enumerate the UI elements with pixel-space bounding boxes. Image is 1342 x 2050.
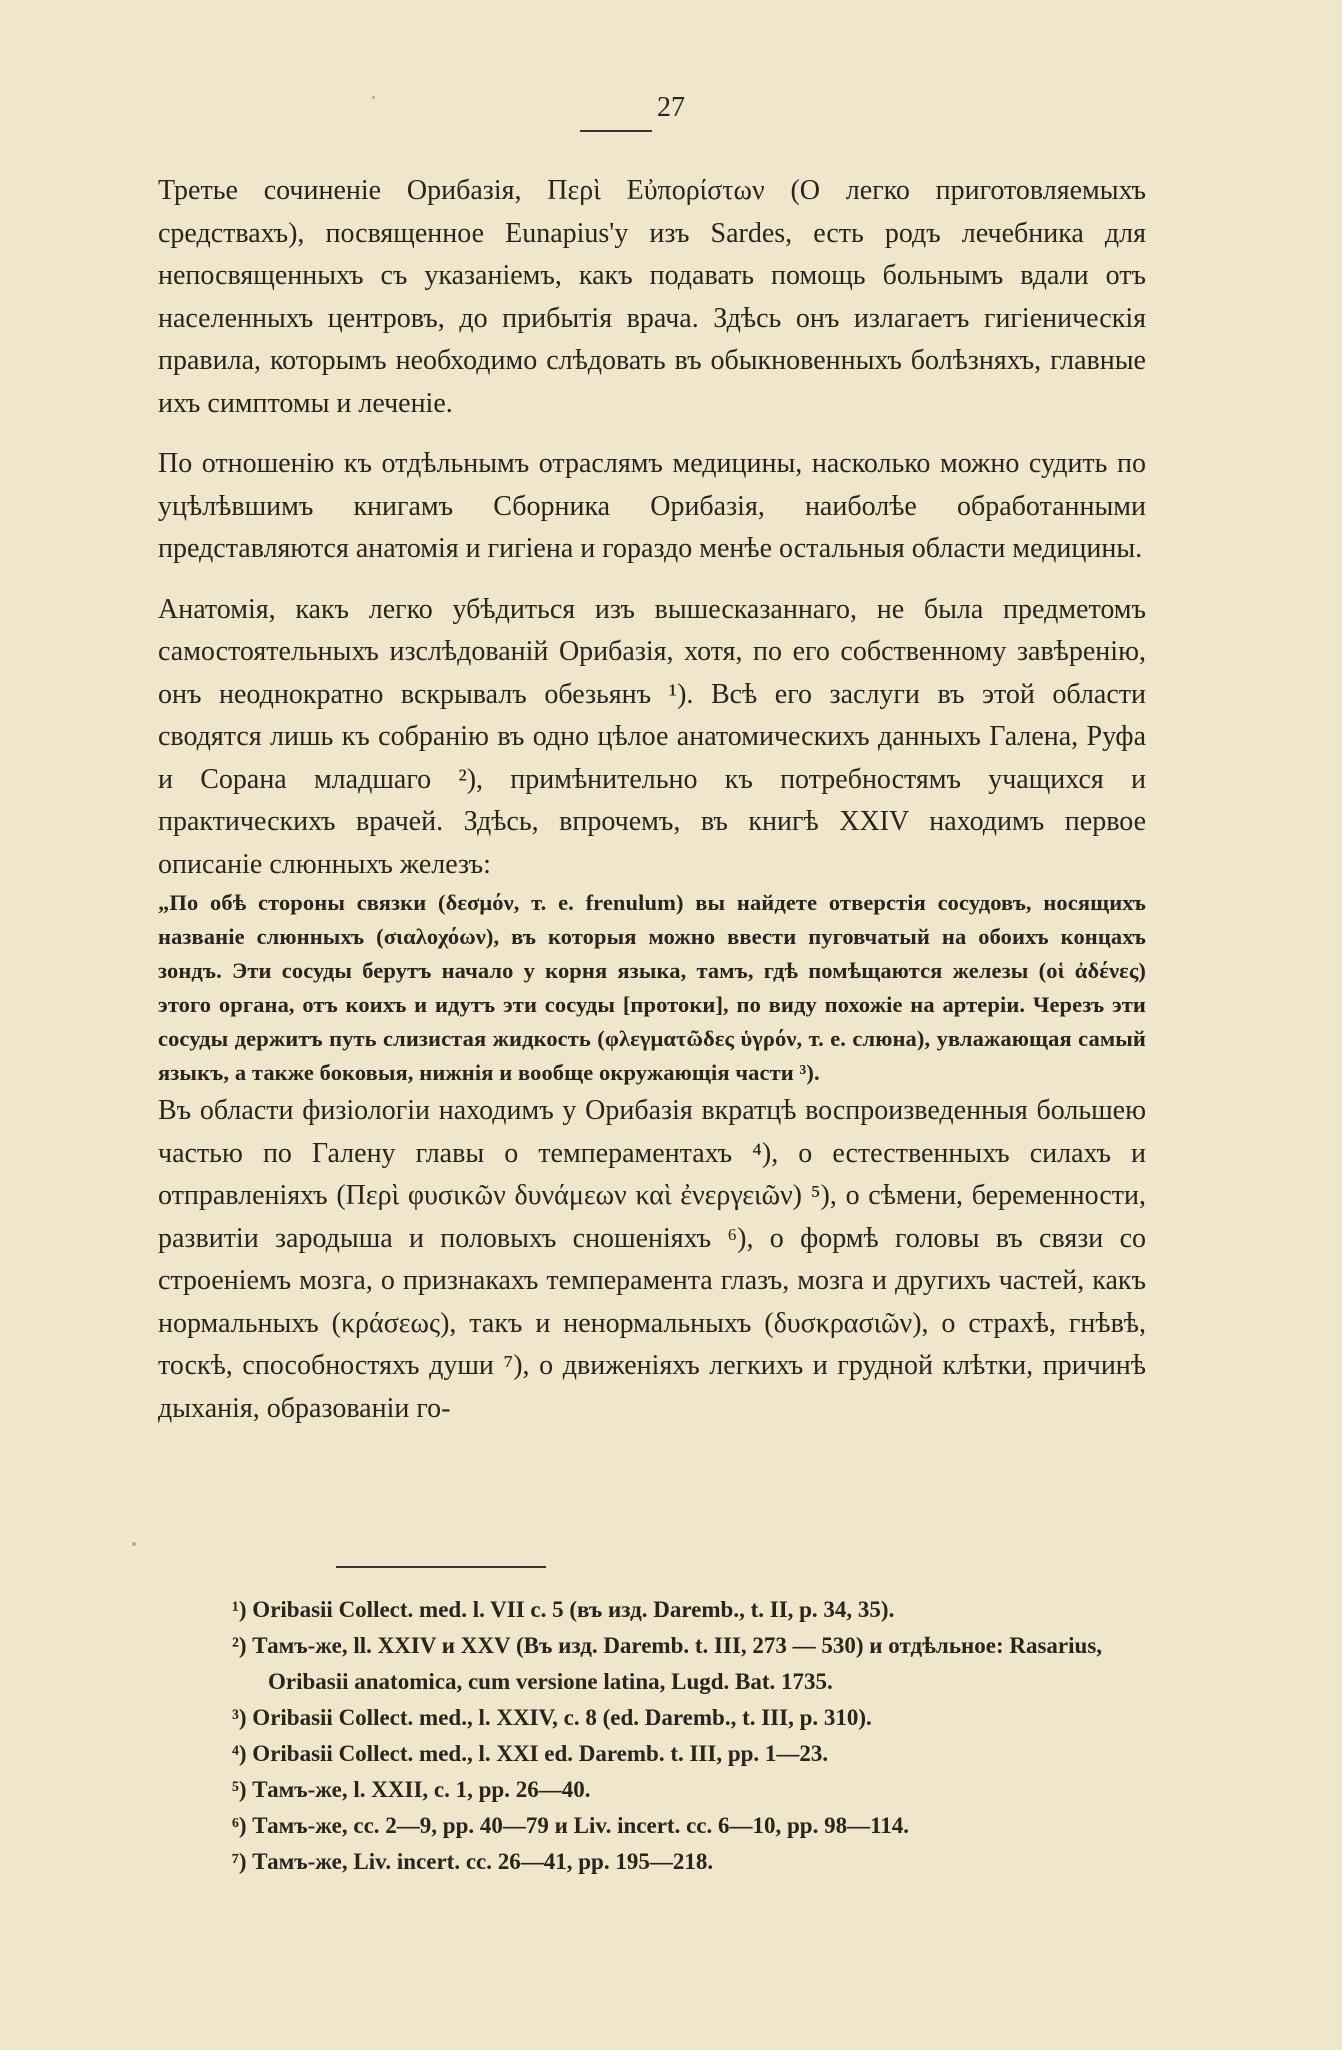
page-number-rule [580,130,652,132]
footnote-1: ¹) Oribasii Collect. med. l. VII c. 5 (въ изд. Daremb., t. II, p. 34, 35). [232,1597,895,1622]
block-quote: „По обѣ стороны связки (δεσμόν, т. е. frenulum) вы найдете отверстія сосудовъ, носящихъ названіе слюнныхъ (σιαλοχόων), въ которыя можно ввести пуговчатый на обоихъ концахъ зондъ. Эти сосуды берутъ начало у корня языка, тамъ, гдѣ помѣщаются железы (οἱ ἀδένες) этого органа, отъ коихъ и идутъ эти сосуды [протоки], по виду похожіе на артеріи. Черезъ эти сосуды держитъ путь слизистая жидкость (φλεγματῶδες ὑγρόν, т. е. слюна), увлажающая самый языкъ, а также боковыя, нижнія и вообще окружающія части ³). [158,890,1146,1085]
paper-speck [372,96,375,99]
footnote-5: ⁵) Тамъ-же, l. XXII, c. 1, pp. 26—40. [232,1777,591,1802]
footnote-7: ⁷) Тамъ-же, Liv. incert. cc. 26—41, pp. 195—218. [232,1849,714,1874]
footnote-2: ²) Тамъ-же, ll. XXIV и XXV (Въ изд. Daremb. t. III, 273 — 530) и отдѣльное: Rasarius, Oribasii anatomica, cum versione latina, Lugd. Bat. 1735. [232,1633,1103,1694]
footnote-6: ⁶) Тамъ-же, cc. 2—9, pp. 40—79 и Liv. incert. cc. 6—10, pp. 98—114. [232,1813,910,1838]
footnote-4: ⁴) Oribasii Collect. med., l. XXI ed. Daremb. t. III, pp. 1—23. [232,1741,829,1766]
paragraph-1: Третье сочиненіе Орибазія, Περὶ Εὐπορίστων (О легко приготовляемыхъ средствахъ), посвященное Eunapius'у изъ Sardes, есть родъ лечебника для непосвященныхъ съ указаніемъ, какъ подавать помощь больнымъ вдали отъ населенныхъ центровъ, до прибытія врача. Здѣсь онъ излагаетъ гигіеническія правила, которымъ необходимо слѣдовать въ обыкновенныхъ болѣзняхъ, главные ихъ симптомы и леченіе. [158,175,1146,419]
footnote-3: ³) Oribasii Collect. med., l. XXIV, c. 8 (ed. Daremb., t. III, p. 310). [232,1705,872,1730]
paper-speck [132,1542,136,1546]
paragraph-4: Въ области физіологіи находимъ у Орибазія вкратцѣ воспроизведенныя большею частью по Галену главы о темпераментахъ ⁴), о естественныхъ силахъ и отправленіяхъ (Περὶ φυσικῶν δυνάμεων καὶ ἐνεργειῶν) ⁵), о сѣмени, беременности, развитіи зародыша и половыхъ сношеніяхъ ⁶), о формѣ головы въ связи со строеніемъ мозга, о признакахъ темперамента глазъ, мозга и другихъ частей, какъ нормальныхъ (κράσεως), такъ и ненормальныхъ (δυσκρασιῶν), о страхѣ, гнѣвѣ, тоскѣ, способностяхъ души ⁷), о движеніяхъ легкихъ и грудной клѣтки, причинѣ дыханія, образованіи го- [158,1095,1146,1424]
footnote-separator [336,1566,546,1568]
main-text [158,170,1146,1430]
page-number: 27 [657,92,685,123]
paragraph-3: Анатомія, какъ легко убѣдиться изъ вышесказаннаго, не была предметомъ самостоятельныхъ изслѣдованій Орибазія, хотя, по его собственному завѣренію, онъ неоднократно вскрывалъ обезьянъ ¹). Всѣ его заслуги въ этой области сводятся лишь къ собранію въ одно цѣлое анатомическихъ данныхъ Галена, Руфа и Сорана младшаго ²), примѣнительно къ потребностямъ учащихся и практическихъ врачей. Здѣсь, впрочемъ, въ книгѣ XXIV находимъ первое описаніе слюнныхъ железъ: [158,593,1146,880]
footnotes [158,1592,1146,1880]
paragraph-2: По отношенію къ отдѣльнымъ отраслямъ медицины, насколько можно судить по уцѣлѣвшимъ книгамъ Сборника Орибазія, наиболѣе обработанными представляются анатомія и гигіена и гораздо менѣе остальныя области медицины. [158,448,1146,564]
